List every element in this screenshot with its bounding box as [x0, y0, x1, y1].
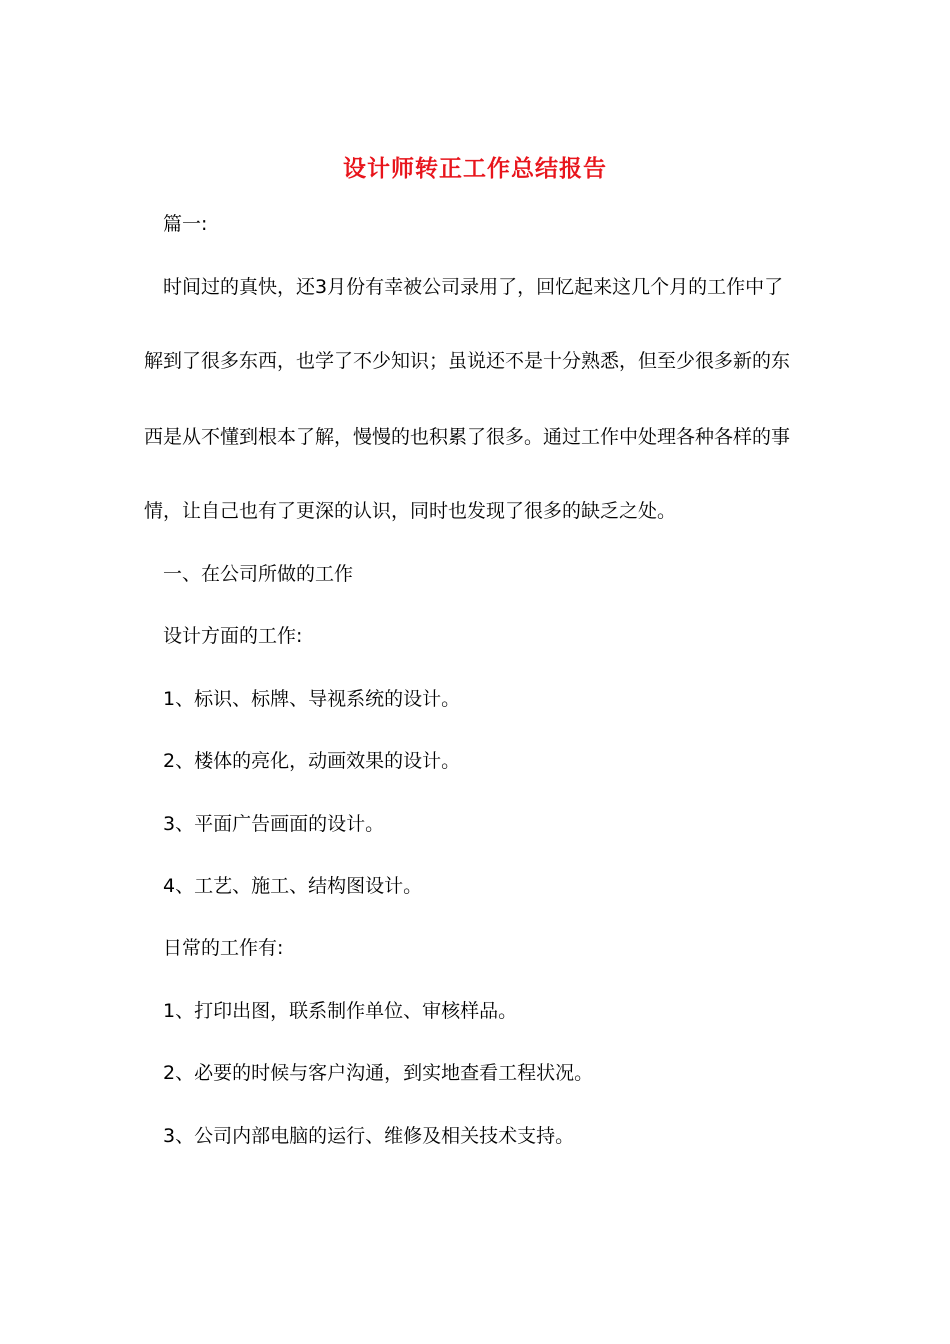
design-work-item-4: 4、工艺、施工、结构图设计。 — [163, 875, 423, 897]
document-title: 设计师转正工作总结报告 — [343, 155, 607, 182]
intro-line-4: 情，让自己也有了更深的认识，同时也发现了很多的缺乏之处。 — [144, 500, 677, 522]
design-work-heading: 设计方面的工作: — [163, 625, 303, 647]
intro-line-1: 时间过的真快，还3月份有幸被公司录用了，回忆起来这几个月的工作中了 — [163, 276, 784, 298]
part-label: 篇一: — [163, 213, 208, 235]
intro-line-2: 解到了很多东西，也学了不少知识；虽说还不是十分熟悉，但至少很多新的东 — [144, 350, 791, 372]
design-work-item-3: 3、平面广告画面的设计。 — [163, 813, 385, 835]
design-work-item-2: 2、楼体的亮化，动画效果的设计。 — [163, 750, 461, 772]
design-work-item-1: 1、标识、标牌、导视系统的设计。 — [163, 688, 461, 710]
daily-work-heading: 日常的工作有: — [163, 937, 284, 959]
daily-work-item-1: 1、打印出图，联系制作单位、审核样品。 — [163, 1000, 518, 1022]
intro-line-3: 西是从不懂到根本了解，慢慢的也积累了很多。通过工作中处理各种各样的事 — [144, 426, 791, 448]
daily-work-item-3: 3、公司内部电脑的运行、维修及相关技术支持。 — [163, 1125, 575, 1147]
daily-work-item-2: 2、必要的时候与客户沟通，到实地查看工程状况。 — [163, 1062, 594, 1084]
section-1-heading: 一、在公司所做的工作 — [163, 563, 354, 585]
